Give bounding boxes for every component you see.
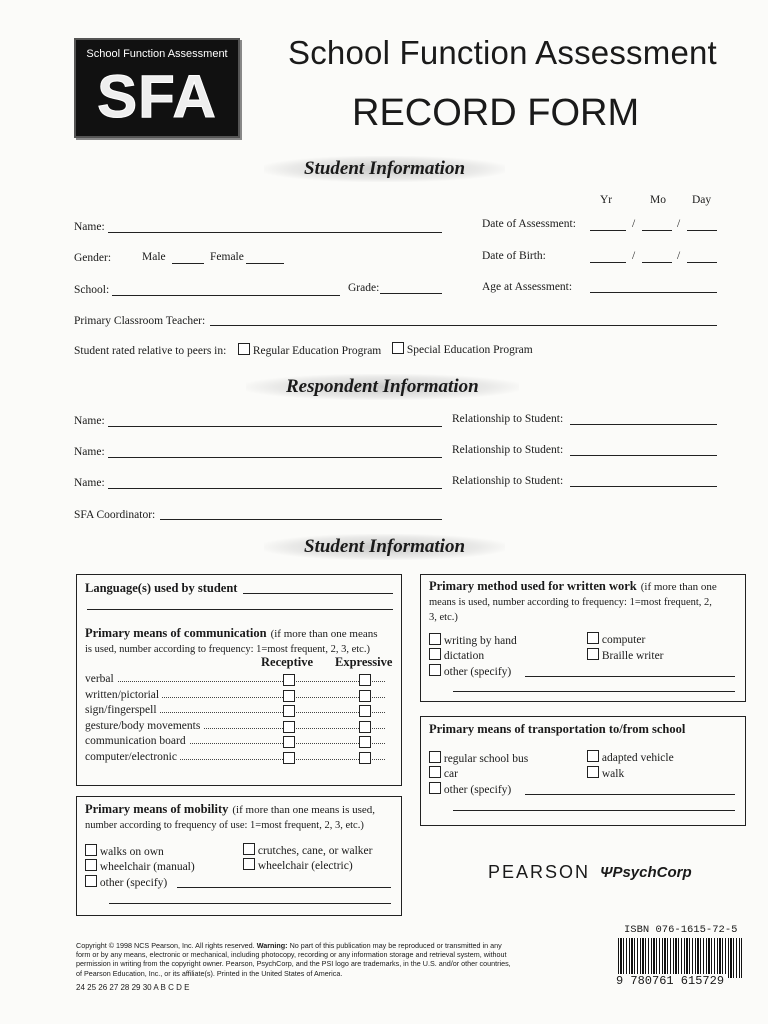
mobility-title: Primary means of mobility (85, 802, 229, 816)
communication-row (85, 751, 385, 765)
communication-box (76, 574, 402, 786)
communication-row (85, 735, 385, 749)
copyright-block (76, 941, 616, 978)
communication-item-label: gesture/body movements (85, 720, 203, 732)
logo-small-text: School Function Assessment (86, 48, 228, 60)
option-label: walk (601, 768, 625, 780)
transport-option-car[interactable] (429, 766, 458, 780)
page-subtitle: RECORD FORM (352, 92, 640, 134)
resp2-rel-label: Relationship to Student: (452, 444, 564, 456)
age-field[interactable] (590, 292, 717, 293)
teacher-label: Primary Classroom Teacher: (74, 315, 206, 327)
receptive-checkbox[interactable] (283, 721, 295, 733)
transport-other-field[interactable] (525, 794, 735, 795)
communication-item-label: verbal (85, 673, 117, 685)
mobility-box (76, 796, 402, 916)
mobility-option-electric[interactable] (243, 858, 353, 872)
option-label: wheelchair (manual) (99, 861, 195, 873)
mobility-option-other[interactable] (85, 875, 167, 889)
assessment-day-field[interactable] (687, 230, 717, 231)
school-field[interactable] (112, 295, 340, 296)
age-label: Age at Assessment: (482, 281, 573, 293)
option-label: other (specify) (443, 784, 512, 796)
female-label: Female (210, 251, 244, 263)
option-label: writing by hand (443, 635, 517, 647)
mobility-option-manual[interactable] (85, 859, 195, 873)
copyright-line3: permission in writing from the copyright owner. Pearson, PsychCorp, and the PSI logo are trademarks, in the U.S. and/or other countries, (76, 959, 511, 969)
transport-option-adapted[interactable] (587, 750, 674, 764)
mobility-note-a: (if more than one means is used, (232, 804, 376, 816)
resp1-name-label: Name: (74, 415, 105, 427)
checkbox[interactable] (429, 664, 441, 676)
psychcorp-logo (600, 864, 692, 881)
checkbox[interactable] (243, 858, 255, 870)
barcode-digits: 9 780761 615729 (616, 974, 725, 988)
male-label: Male (142, 251, 166, 263)
option-label: dictation (443, 650, 485, 662)
expressive-checkbox[interactable] (359, 690, 371, 702)
written-note-b: means is used, number according to frequency: 1=most frequent, 2, (429, 597, 712, 608)
warning-label: Warning: (256, 941, 288, 950)
logo-big-text: SFA (97, 63, 217, 130)
communication-item-label: communication board (85, 735, 189, 747)
school-label: School: (74, 284, 110, 296)
transport-option-other[interactable] (429, 782, 511, 796)
checkbox[interactable] (429, 648, 441, 660)
receptive-checkbox[interactable] (283, 674, 295, 686)
resp3-rel-field[interactable] (570, 486, 717, 487)
pearson-logo: PEARSON (488, 862, 591, 882)
written-header (429, 579, 739, 624)
assessment-yr-field[interactable] (590, 230, 626, 231)
transport-option-bus[interactable] (429, 751, 528, 765)
date-assessment-label: Date of Assessment: (482, 218, 576, 230)
regular-label: Regular Education Program (252, 345, 382, 357)
resp3-rel-label: Relationship to Student: (452, 475, 564, 487)
transport-option-walk[interactable] (587, 766, 624, 780)
col-yr: Yr (600, 194, 613, 206)
barcode (618, 938, 742, 978)
birth-yr-field[interactable] (590, 262, 626, 263)
name-label: Name: (74, 221, 105, 233)
option-label: walks on own (99, 846, 164, 858)
expressive-checkbox[interactable] (359, 705, 371, 717)
written-note-c: 3, etc.) (429, 612, 458, 623)
gender-label: Gender: (74, 252, 112, 264)
resp3-name-label: Name: (74, 477, 105, 489)
expressive-checkbox[interactable] (359, 721, 371, 733)
transport-title: Primary means of transportation to/from school (429, 722, 686, 736)
communication-item-label: computer/electronic (85, 751, 180, 763)
option-label: Braille writer (601, 650, 664, 662)
option-label: car (443, 768, 458, 780)
written-option-dictation[interactable] (429, 648, 484, 662)
slash: / (677, 250, 681, 262)
mobility-option-walks[interactable] (85, 844, 164, 858)
section-heading-respondent: Respondent Information (246, 374, 519, 400)
mobility-note-b: number according to frequency of use: 1=most frequent, 2, 3, etc.) (85, 820, 364, 831)
option-label: other (specify) (99, 877, 168, 889)
page-title: School Function Assessment (288, 34, 717, 71)
language-label: Language(s) used by student (85, 581, 238, 595)
written-note-a: (if more than one (640, 581, 717, 593)
communication-note-a: (if more than one means (270, 628, 378, 640)
special-checkbox[interactable] (392, 342, 404, 354)
mobility-header (85, 802, 397, 832)
expressive-checkbox[interactable] (359, 736, 371, 748)
col-mo: Mo (650, 194, 666, 206)
written-title: Primary method used for written work (429, 579, 637, 593)
checkbox[interactable] (587, 648, 599, 660)
expressive-checkbox[interactable] (359, 674, 371, 686)
written-option-other[interactable] (429, 664, 511, 678)
communication-row (85, 689, 385, 703)
communication-row (85, 704, 385, 718)
checkbox[interactable] (85, 844, 97, 856)
psychcorp-text: PsychCorp (612, 864, 692, 881)
checkbox[interactable] (587, 632, 599, 644)
transport-other-field-2[interactable] (453, 810, 735, 811)
resp2-name-label: Name: (74, 446, 105, 458)
written-option-hand[interactable] (429, 633, 517, 647)
slash: / (677, 218, 681, 230)
option-label: regular school bus (443, 753, 529, 765)
expressive-checkbox[interactable] (359, 752, 371, 764)
mobility-other-field-2[interactable] (109, 903, 391, 904)
resp1-name-field[interactable] (108, 426, 442, 427)
coordinator-field[interactable] (160, 519, 442, 520)
language-field-2[interactable] (87, 609, 393, 610)
section-heading-student: Student Information (264, 156, 505, 182)
communication-item-label: sign/fingerspell (85, 704, 160, 716)
checkbox[interactable] (243, 843, 255, 855)
print-line: 24 25 26 27 28 29 30 A B C D E (76, 983, 190, 992)
regular-option[interactable] (238, 343, 381, 357)
female-field[interactable] (246, 263, 284, 264)
option-label: adapted vehicle (601, 752, 674, 764)
communication-row (85, 673, 385, 687)
written-other-field-2[interactable] (453, 691, 735, 692)
mobility-option-crutches[interactable] (243, 843, 373, 857)
receptive-checkbox[interactable] (283, 705, 295, 717)
written-option-braille[interactable] (587, 648, 664, 662)
communication-row (85, 720, 385, 734)
written-work-box (420, 574, 746, 702)
teacher-field[interactable] (210, 325, 717, 326)
col-day: Day (692, 194, 712, 206)
special-label: Special Education Program (406, 344, 533, 356)
slash: / (632, 218, 636, 230)
resp2-name-field[interactable] (108, 457, 442, 458)
birth-mo-field[interactable] (642, 262, 672, 263)
communication-title: Primary means of communication (85, 626, 267, 640)
special-option[interactable] (392, 342, 533, 356)
date-birth-label: Date of Birth: (482, 250, 546, 262)
receptive-checkbox[interactable] (283, 752, 295, 764)
language-field-1[interactable] (243, 593, 393, 594)
written-option-computer[interactable] (587, 632, 645, 646)
written-other-field[interactable] (525, 676, 735, 677)
communication-item-label: written/pictorial (85, 689, 162, 701)
student-name-field[interactable] (108, 232, 442, 233)
checkbox[interactable] (85, 859, 97, 871)
option-label: other (specify) (443, 666, 512, 678)
birth-day-field[interactable] (687, 262, 717, 263)
option-label: computer (601, 634, 646, 646)
male-field[interactable] (172, 263, 204, 264)
psi-icon: Ψ (600, 864, 613, 881)
checkbox[interactable] (429, 633, 441, 645)
isbn-text: ISBN 076-1615-72-5 (624, 924, 738, 936)
regular-checkbox[interactable] (238, 343, 250, 355)
assessment-mo-field[interactable] (642, 230, 672, 231)
copyright-line2: form or by any means, electronic or mechanical, including photocopy, recording or any information storage and retrieval system, without (76, 950, 507, 960)
checkbox[interactable] (85, 875, 97, 887)
checkbox[interactable] (429, 782, 441, 794)
resp3-name-field[interactable] (108, 488, 442, 489)
slash: / (632, 250, 636, 262)
grade-field[interactable] (380, 293, 442, 294)
checkbox[interactable] (587, 750, 599, 762)
checkbox[interactable] (587, 766, 599, 778)
communication-note-b: is used, number according to frequency: 1=most frequent, 2, 3, etc.) (85, 644, 370, 655)
resp1-rel-field[interactable] (570, 424, 717, 425)
sfa-logo (74, 38, 240, 138)
option-label: wheelchair (electric) (257, 860, 353, 872)
receptive-header: Receptive (261, 655, 314, 669)
grade-label: Grade: (348, 282, 380, 294)
expressive-header: Expressive (335, 655, 393, 669)
receptive-checkbox[interactable] (283, 736, 295, 748)
leader-dots (85, 681, 385, 682)
resp2-rel-field[interactable] (570, 455, 717, 456)
copyright-2: No part of this publication may be reproduced or transmitted in any (289, 941, 502, 950)
communication-header (85, 626, 395, 656)
copyright-1: Copyright © 1998 NCS Pearson, Inc. All rights reserved. (76, 941, 255, 950)
mobility-other-field[interactable] (177, 887, 391, 888)
rated-label: Student rated relative to peers in: (74, 345, 227, 357)
section-heading-student-2: Student Information (264, 534, 505, 560)
resp1-rel-label: Relationship to Student: (452, 413, 564, 425)
option-label: crutches, cane, or walker (257, 845, 373, 857)
transport-box (420, 716, 746, 826)
coordinator-label: SFA Coordinator: (74, 509, 156, 521)
checkbox[interactable] (429, 766, 441, 778)
receptive-checkbox[interactable] (283, 690, 295, 702)
copyright-line4: of Pearson Education, Inc., or its affiliate(s). Printed in the United States of America. (76, 968, 343, 978)
checkbox[interactable] (429, 751, 441, 763)
